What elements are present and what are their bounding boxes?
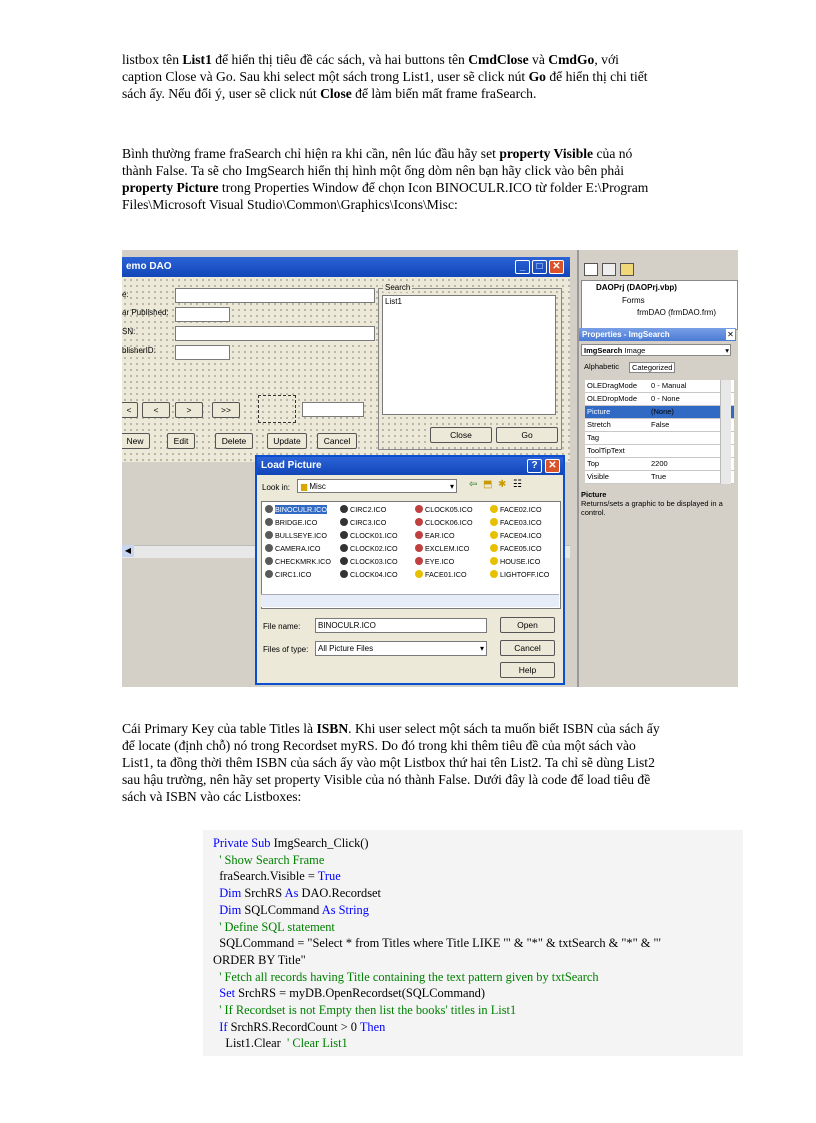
frame-go-button[interactable]: Go <box>496 427 558 443</box>
file-icon <box>265 570 273 578</box>
chevron-down-icon: ▾ <box>449 482 454 491</box>
label-year: ar Published: <box>122 308 169 317</box>
file-icon <box>415 531 423 539</box>
property-value: True <box>651 472 667 481</box>
form-file-item[interactable]: frmDAO (frmDAO.frm) <box>637 308 717 317</box>
file-icon <box>340 505 348 513</box>
new-folder-icon[interactable]: ✱ <box>498 479 507 490</box>
file-icon <box>490 544 498 552</box>
code-line: If SrchRS.RecordCount > 0 Then <box>219 1019 386 1034</box>
file-type-label: Files of type: <box>263 645 309 654</box>
code-line: SQLCommand = "Select * from Titles where Title LIKE '" & "*" & txtSearch & "*" & "' <box>213 936 661 951</box>
look-in-label: Look in: <box>262 483 291 492</box>
delete-button[interactable]: Delete <box>215 433 253 449</box>
file-icon <box>265 557 273 565</box>
property-value: 2200 <box>651 459 668 468</box>
file-item[interactable]: HOUSE.ICO <box>490 557 540 566</box>
property-name: Stretch <box>587 420 611 429</box>
year-textbox[interactable] <box>175 307 230 322</box>
file-icon <box>340 518 348 526</box>
vb-ide-screenshot <box>122 250 738 687</box>
property-row[interactable] <box>585 432 734 445</box>
list1-listbox[interactable] <box>382 295 556 415</box>
toggle-folders-icon[interactable] <box>620 263 634 276</box>
code-line: ORDER BY Title" <box>213 952 306 967</box>
properties-close-icon[interactable]: ✕ <box>727 330 734 339</box>
property-name: OLEDragMode <box>587 381 638 390</box>
view-object-icon[interactable] <box>602 263 616 276</box>
property-name: OLEDropMode <box>587 394 638 403</box>
file-item[interactable]: CLOCK04.ICO <box>340 570 398 579</box>
file-item[interactable]: FACE04.ICO <box>490 531 542 540</box>
folder-icon: ▆ <box>301 482 310 491</box>
publisher-textbox[interactable] <box>175 345 230 360</box>
code-line: List1.Clear ' Clear List1 <box>213 1036 348 1051</box>
file-icon <box>415 544 423 552</box>
open-button[interactable]: Open <box>500 617 555 633</box>
property-description <box>581 490 734 517</box>
file-item[interactable]: CLOCK03.ICO <box>340 557 398 566</box>
look-in-select[interactable]: ▆ Misc ▾ <box>297 479 457 493</box>
property-name: Tag <box>587 433 600 442</box>
nav-last-button[interactable]: >> <box>212 402 240 418</box>
code-line: Set SrchRS = myDB.OpenRecordset(SQLCommand) <box>219 986 486 1001</box>
file-icon <box>340 544 348 552</box>
file-icon <box>490 531 498 539</box>
file-icon <box>265 544 273 552</box>
file-item[interactable]: BULLSEYE.ICO <box>265 531 327 540</box>
property-name: Picture <box>587 407 611 416</box>
search-frame-label: Search <box>385 283 411 292</box>
paragraph-1: listbox tên List1 để hiển thị tiêu đề các sách, và hai buttons tên CmdClose và CmdGo, với caption Close và Go. Sau khi select một sách trong List1, user sẽ click nút Go để hiển thị chi tiết sách ấy. Nếu đổi ý, user sẽ click nút Close để làm biến mất frame fraSearch. <box>122 52 648 101</box>
dialog-cancel-button[interactable]: Cancel <box>500 640 555 656</box>
code-line: ' If Recordset is not Empty then list the books' titles in List1 <box>213 1003 517 1017</box>
file-item[interactable]: CLOCK01.ICO <box>340 531 398 540</box>
property-row[interactable] <box>585 458 734 471</box>
property-row[interactable] <box>585 406 734 419</box>
file-item[interactable]: CIRC3.ICO <box>340 518 386 527</box>
maximize-icon[interactable]: □ <box>532 260 547 274</box>
dialog-close-icon[interactable]: ✕ <box>545 459 560 473</box>
file-icon <box>490 557 498 565</box>
property-row[interactable] <box>585 393 734 406</box>
label-isbn: SN: <box>122 327 136 336</box>
properties-window-title: Properties - ImgSearch <box>579 328 736 341</box>
property-value: 0 - None <box>651 394 680 403</box>
file-icon <box>265 531 273 539</box>
code-line: ' Fetch all records having Title containing the text pattern given by txtSearch <box>213 969 599 984</box>
property-description-title: Picture <box>581 490 607 499</box>
file-name-label: File name: <box>263 622 301 631</box>
file-item[interactable]: EXCLEM.ICO <box>415 544 469 553</box>
form-title-bar: emo DAO _ □ ✕ <box>122 257 570 277</box>
list-item: List1 <box>385 297 402 306</box>
label-title: e: <box>122 290 129 299</box>
dialog-title-bar: Load Picture ? ✕ <box>257 457 563 475</box>
file-item[interactable]: BINOCULR.ICO <box>265 505 327 514</box>
chevron-down-icon: ▾ <box>479 644 484 653</box>
file-item[interactable]: FACE05.ICO <box>490 544 542 553</box>
help-icon[interactable]: ? <box>527 459 542 473</box>
file-item[interactable]: FACE01.ICO <box>415 570 467 579</box>
tab-categorized[interactable]: Categorized <box>629 362 675 373</box>
code-line: Private Sub ImgSearch_Click() <box>213 836 369 850</box>
file-item[interactable]: CLOCK05.ICO <box>415 505 473 514</box>
nav-next-button[interactable]: > <box>175 402 203 418</box>
property-name: Top <box>587 459 600 468</box>
code-line: Dim SQLCommand As String <box>219 902 369 917</box>
chevron-down-icon: ▾ <box>725 346 729 355</box>
code-line: ' Show Search Frame <box>213 852 325 867</box>
file-icon <box>415 570 423 578</box>
file-item[interactable]: CLOCK02.ICO <box>340 544 398 553</box>
file-icon <box>340 531 348 539</box>
new-button[interactable]: New <box>122 433 150 449</box>
property-name: Visible <box>587 472 609 481</box>
file-item[interactable]: CLOCK06.ICO <box>415 518 473 527</box>
file-icon <box>415 518 423 526</box>
file-item[interactable]: CAMERA.ICO <box>265 544 321 553</box>
file-icon <box>265 505 273 513</box>
cancel-button[interactable]: Cancel <box>317 433 357 449</box>
file-icon <box>340 557 348 565</box>
file-name-input[interactable]: BINOCULR.ICO <box>315 618 487 633</box>
view-menu-icon[interactable]: ☷ <box>513 479 522 490</box>
search-textbox[interactable] <box>302 402 364 417</box>
minimize-icon[interactable]: _ <box>515 260 530 274</box>
code-line: fraSearch.Visible = True <box>213 869 341 884</box>
nav-first-button[interactable]: < <box>122 402 138 418</box>
properties-scrollbar[interactable] <box>720 380 731 484</box>
property-row[interactable] <box>585 445 734 458</box>
forms-folder-item[interactable]: Forms <box>622 296 645 305</box>
isbn-textbox[interactable] <box>175 326 375 341</box>
file-list-scrollbar[interactable] <box>261 594 559 607</box>
file-icon <box>340 570 348 578</box>
edit-button[interactable]: Edit <box>167 433 195 449</box>
file-item[interactable]: CIRC1.ICO <box>265 570 311 579</box>
up-folder-icon[interactable]: ⬒ <box>483 479 493 490</box>
file-type-select[interactable]: All Picture Files ▾ <box>315 641 487 656</box>
tab-alphabetic[interactable]: Alphabetic <box>584 362 620 371</box>
paragraph-3: Cái Primary Key của table Titles là ISBN. Khi user select một sách ta muốn biết ISBN của sách ấy để locate (định chỗ) nó trong Recordset myRS. Do đó trong khi thêm tiêu đề của một sách vào List1, ta đồng thời thêm ISBN của sách ấy vào một Listbox thứ hai tên List2. Ta chỉ sẽ dùng List2 sau hậu trường, nên hãy set property Visible của nó thành False. Dưới đây là code để load tiêu đề sách và ISBN vào các Listboxes: <box>122 721 660 804</box>
load-picture-dialog <box>255 455 565 685</box>
file-item[interactable]: EYE.ICO <box>415 557 454 566</box>
file-icon <box>490 570 498 578</box>
paragraph-2: Bình thường frame fraSearch chỉ hiện ra khi cần, nên lúc đầu hãy set property Visible của nó thành False. Ta sẽ cho ImgSearch hiển thị hình một ống dòm nên bạn hãy click vào bên phải property Picture trong Properties Window để chọn Icon BINOCULR.ICO từ folder E:\Program Files\Microsoft Visual Studio\Common\Graphics\Icons\Misc: <box>122 146 649 212</box>
file-icon <box>415 557 423 565</box>
scroll-left-icon[interactable]: ◀ <box>122 545 134 557</box>
property-name: ToolTipText <box>587 446 625 455</box>
back-icon[interactable]: ⇦ <box>469 479 478 490</box>
property-row[interactable] <box>585 419 734 432</box>
file-icon <box>265 518 273 526</box>
file-item[interactable]: CIRC2.ICO <box>340 505 386 514</box>
property-row[interactable] <box>585 471 734 484</box>
file-icon <box>490 505 498 513</box>
property-description-text: Returns/sets a graphic to be displayed in a control. <box>581 499 723 517</box>
file-item[interactable]: EAR.ICO <box>415 531 455 540</box>
label-publisher: blisherID: <box>122 346 156 355</box>
file-icon <box>415 505 423 513</box>
property-value: (None) <box>651 407 674 416</box>
file-item[interactable]: BRIDGE.ICO <box>265 518 317 527</box>
help-button[interactable]: Help <box>500 662 555 678</box>
code-line: Dim SrchRS As DAO.Recordset <box>219 886 381 901</box>
project-root-item[interactable]: DAOPrj (DAOPrj.vbp) <box>596 283 677 292</box>
close-icon[interactable]: ✕ <box>549 260 564 274</box>
title-textbox[interactable] <box>175 288 375 303</box>
file-item[interactable]: FACE03.ICO <box>490 518 542 527</box>
property-row[interactable] <box>585 380 734 393</box>
file-item[interactable]: FACE02.ICO <box>490 505 542 514</box>
file-item[interactable]: CHECKMRK.ICO <box>265 557 331 566</box>
property-value: 0 - Manual <box>651 381 687 390</box>
nav-prev-button[interactable]: < <box>142 402 170 418</box>
frame-close-button[interactable]: Close <box>430 427 492 443</box>
file-icon <box>490 518 498 526</box>
update-button[interactable]: Update <box>267 433 307 449</box>
file-item[interactable]: LIGHTOFF.ICO <box>490 570 549 579</box>
property-value: False <box>651 420 670 429</box>
imgsearch-control[interactable] <box>258 395 296 423</box>
view-code-icon[interactable] <box>584 263 598 276</box>
code-block <box>203 830 743 1056</box>
object-selector[interactable]: ImgSearch Image ▾ <box>581 344 731 356</box>
code-line: ' Define SQL statement <box>213 919 335 934</box>
